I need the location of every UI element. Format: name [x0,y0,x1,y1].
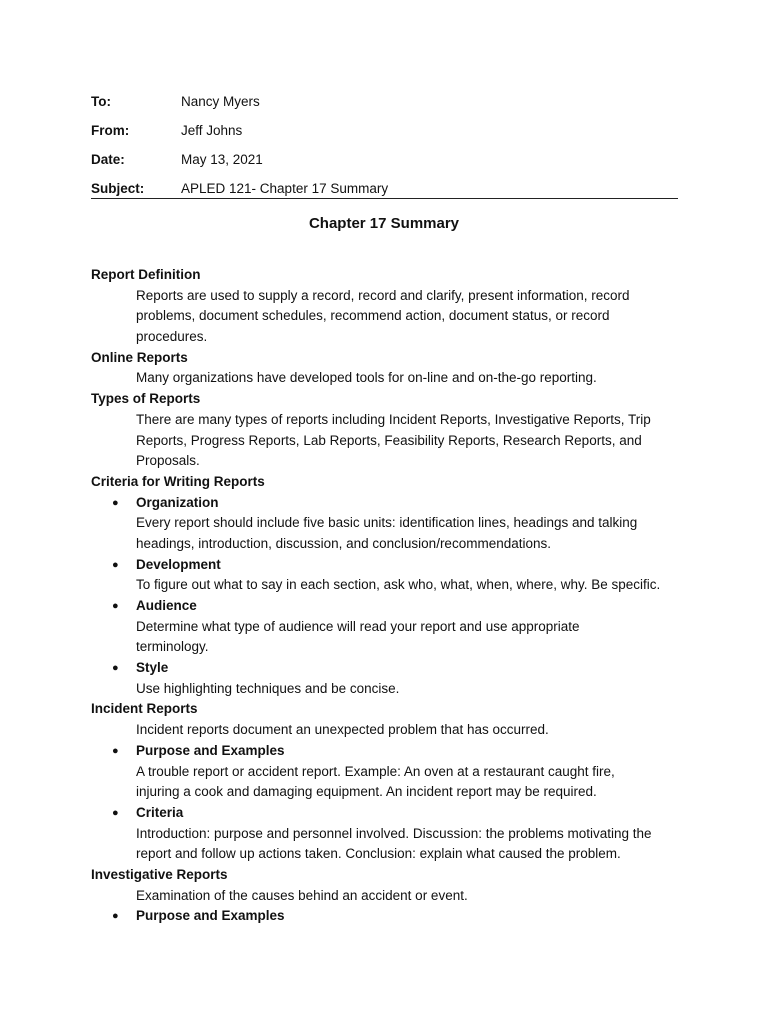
section-heading [91,865,691,886]
line-text: procedures. [136,329,208,345]
body-line [91,617,691,638]
document-body [91,265,691,927]
line-text: Types of Reports [91,391,201,407]
line-text: A trouble report or accident report. Example: An oven at a restaurant caught fire, [136,763,615,779]
line-text: Incident Reports [91,701,198,717]
memo-subject-label: Subject: [91,181,145,196]
bullet-heading [91,493,691,514]
line-text: Purpose and Examples [136,908,285,924]
memo-from-label: From: [91,123,130,138]
memo-date-value: May 13, 2021 [181,152,263,167]
line-text: terminology. [136,639,209,655]
line-text: Every report should include five basic units: identification lines, headings and talking [136,515,638,531]
line-text: injuring a cook and damaging equipment. An incident report may be required. [136,784,597,800]
bullet-heading [91,555,691,576]
memo-from-value: Jeff Johns [181,123,243,138]
memo-date-label: Date: [91,152,125,167]
body-line [91,534,691,555]
body-line [91,824,691,845]
body-line [91,513,691,534]
body-line [91,431,691,452]
section-heading [91,389,691,410]
line-text: Introduction: purpose and personnel involved. Discussion: the problems motivating the [136,825,652,841]
line-text: Reports, Progress Reports, Lab Reports, Feasibility Reports, Research Reports, and [136,432,642,448]
body-line [91,306,691,327]
line-text: Examination of the causes behind an accident or event. [136,887,468,903]
line-text: Investigative Reports [91,866,228,882]
section-heading [91,472,691,493]
bullet-icon: ● [112,806,119,819]
line-text: Purpose and Examples [136,742,285,758]
section-heading [91,348,691,369]
line-text: Online Reports [91,349,188,365]
line-text: There are many types of reports including Incident Reports, Investigative Reports, Trip [136,411,651,427]
body-line [91,844,691,865]
body-line [91,286,691,307]
memo-to-value: Nancy Myers [181,94,260,109]
body-line [91,575,691,596]
line-text: Incident reports document an unexpected problem that has occurred. [136,722,549,738]
bullet-heading [91,596,691,617]
body-line [91,782,691,803]
section-heading [91,699,691,720]
body-line [91,637,691,658]
line-text: Criteria for Writing Reports [91,473,265,489]
line-text: Reports are used to supply a record, record and clarify, present information, record [136,287,630,303]
memo-subject-value: APLED 121- Chapter 17 Summary [181,181,389,196]
line-text: Proposals. [136,453,200,469]
body-line [91,679,691,700]
bullet-icon: ● [112,662,119,675]
bullet-icon: ● [112,600,119,612]
line-text: Many organizations have developed tools for on-line and on-the-go reporting. [136,370,597,386]
line-text: Report Definition [91,267,201,282]
line-text: headings, introduction, discussion, and conclusion/recommendations. [136,535,551,551]
header-divider [91,198,678,199]
section-heading [91,265,691,286]
line-text: Use highlighting techniques and be concise. [136,680,400,696]
body-line [91,327,691,348]
line-text: Determine what type of audience will read your report and use appropriate [136,618,580,634]
body-line [91,451,691,472]
bullet-heading [91,741,691,762]
bullet-icon: ● [112,558,119,571]
line-text: Development [136,556,221,572]
line-text: Style [136,660,169,676]
bullet-heading [91,803,691,824]
body-line [91,762,691,783]
line-text: problems, document schedules, recommend action, document status, or record [136,308,610,324]
bullet-icon: ● [112,910,119,923]
memo-to-label: To: [91,94,111,109]
page-title: Chapter 17 Summary [308,215,460,232]
line-text: Criteria [136,804,184,820]
line-text: Organization [136,494,219,510]
bullet-heading [91,658,691,679]
body-line [91,410,691,431]
body-line [91,368,691,389]
bullet-icon: ● [112,744,119,757]
line-text: Audience [136,598,197,613]
line-text: To figure out what to say in each section, ask who, what, when, where, why. Be specific. [136,577,661,593]
line-text: report and follow up actions taken. Conclusion: explain what caused the problem. [136,846,621,862]
body-line [91,886,691,907]
bullet-heading [91,906,691,927]
body-line [91,720,691,741]
bullet-icon: ● [112,496,119,509]
